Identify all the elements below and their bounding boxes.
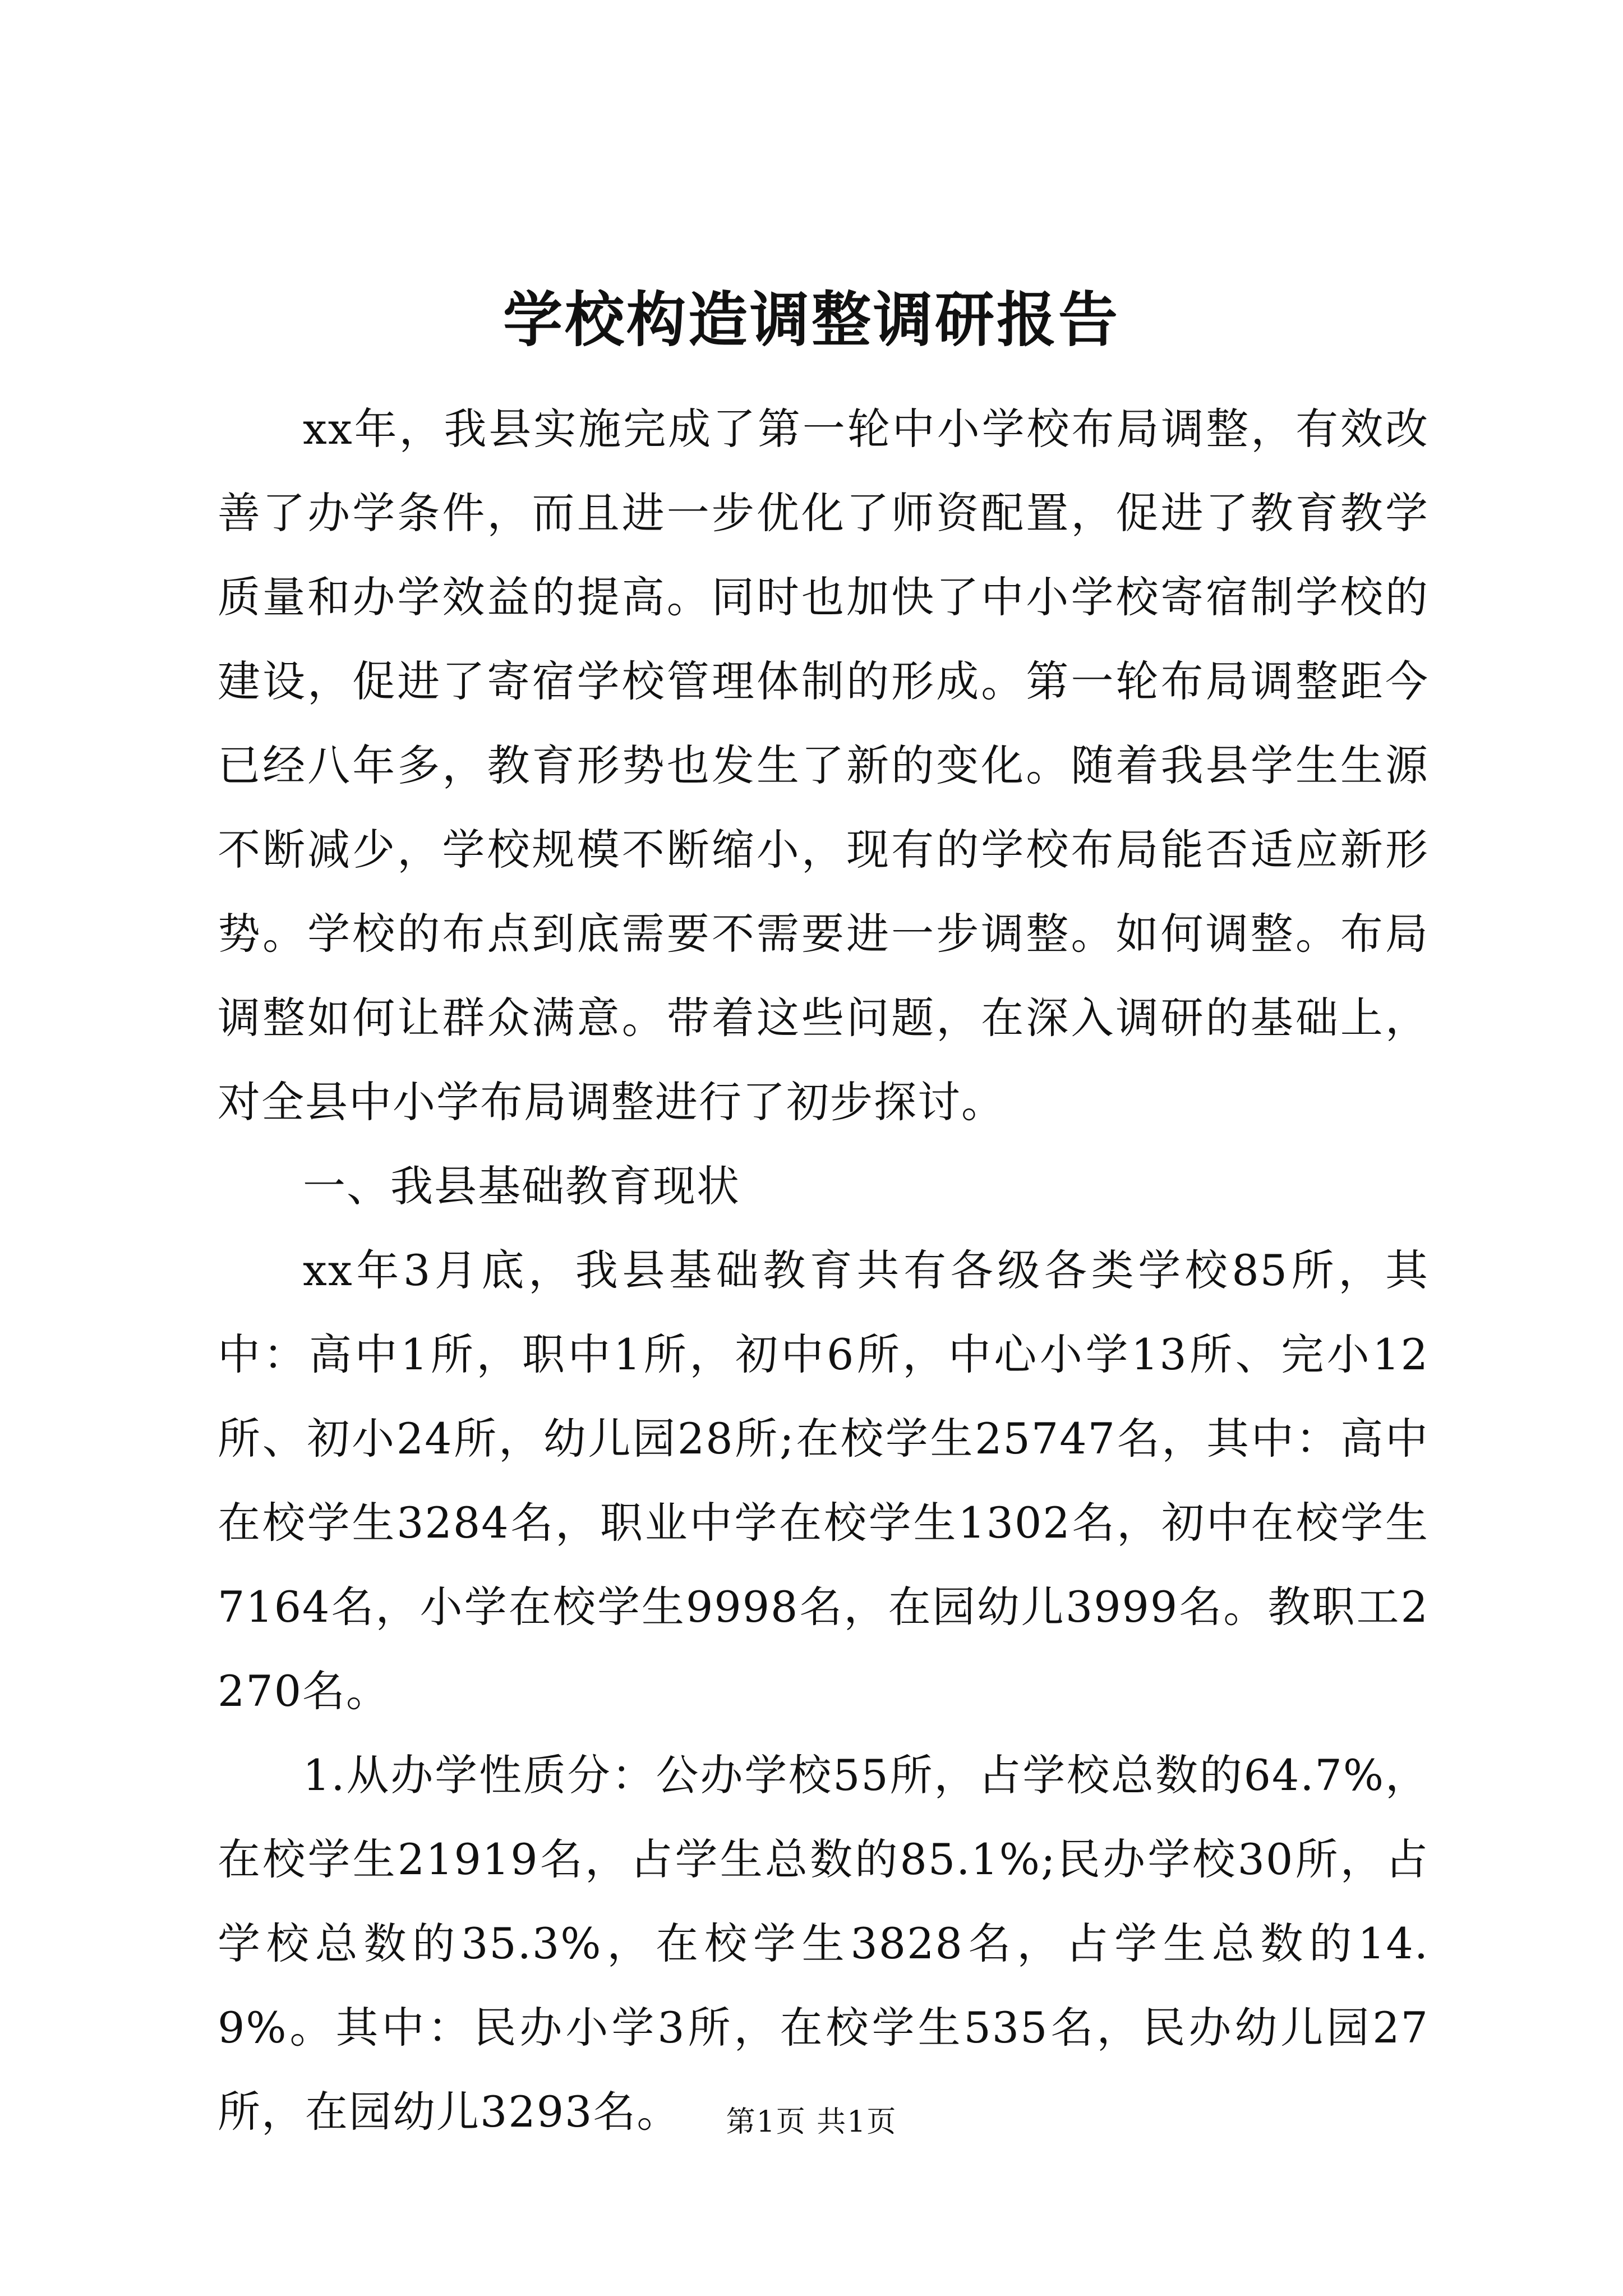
- paragraph-intro: xx年，我县实施完成了第一轮中小学校布局调整，有效改善了办学条件，而且进一步优化了师资配置，促进了教育教学质量和办学效益的提高。同时也加快了中小学校寄宿制学校的建设，促进了寄宿学校管理体制的形成。第一轮布局调整距今已经八年多，教育形势也发生了新的变化。随着我县学生生源不断减少，学校规模不断缩小，现有的学校布局能否适应新形势。学校的布点到底需要不需要进一步调整。如何调整。布局调整如何让群众满意。带着这些问题，在深入调研的基础上，对全县中小学布局调整进行了初步探讨。: [218, 404, 1429, 1127]
- document-body: [218, 387, 1429, 2154]
- document-title: 学校构造调整调研报告: [503, 284, 1120, 355]
- paragraph-school-nature: 1.从办学性质分：公办学校55所，占学校总数的64.7%，在校学生21919名，占学生总数的85.1%;民办学校30所，占学校总数的35.3%，在校学生3828名，占学生总数的14.9%。其中：民办小学3所，在校学生535名，民办幼儿园27所，在园幼儿3293名。: [218, 1750, 1429, 2137]
- paragraph-statistics: xx年3月底，我县基础教育共有各级各类学校85所，其中：高中1所，职中1所，初中6所，中心小学13所、完小12所、初小24所，幼儿园28所;在校学生25747名，其中：高中在校学生3284名，职业中学在校学生1302名，初中在校学生7164名，小学在校学生9998名，在园幼儿3999名。教职工2270名。: [218, 1245, 1429, 1716]
- page-footer: 第1页 共1页: [726, 2105, 897, 2139]
- section-heading: 一、我县基础教育现状: [303, 1161, 740, 1211]
